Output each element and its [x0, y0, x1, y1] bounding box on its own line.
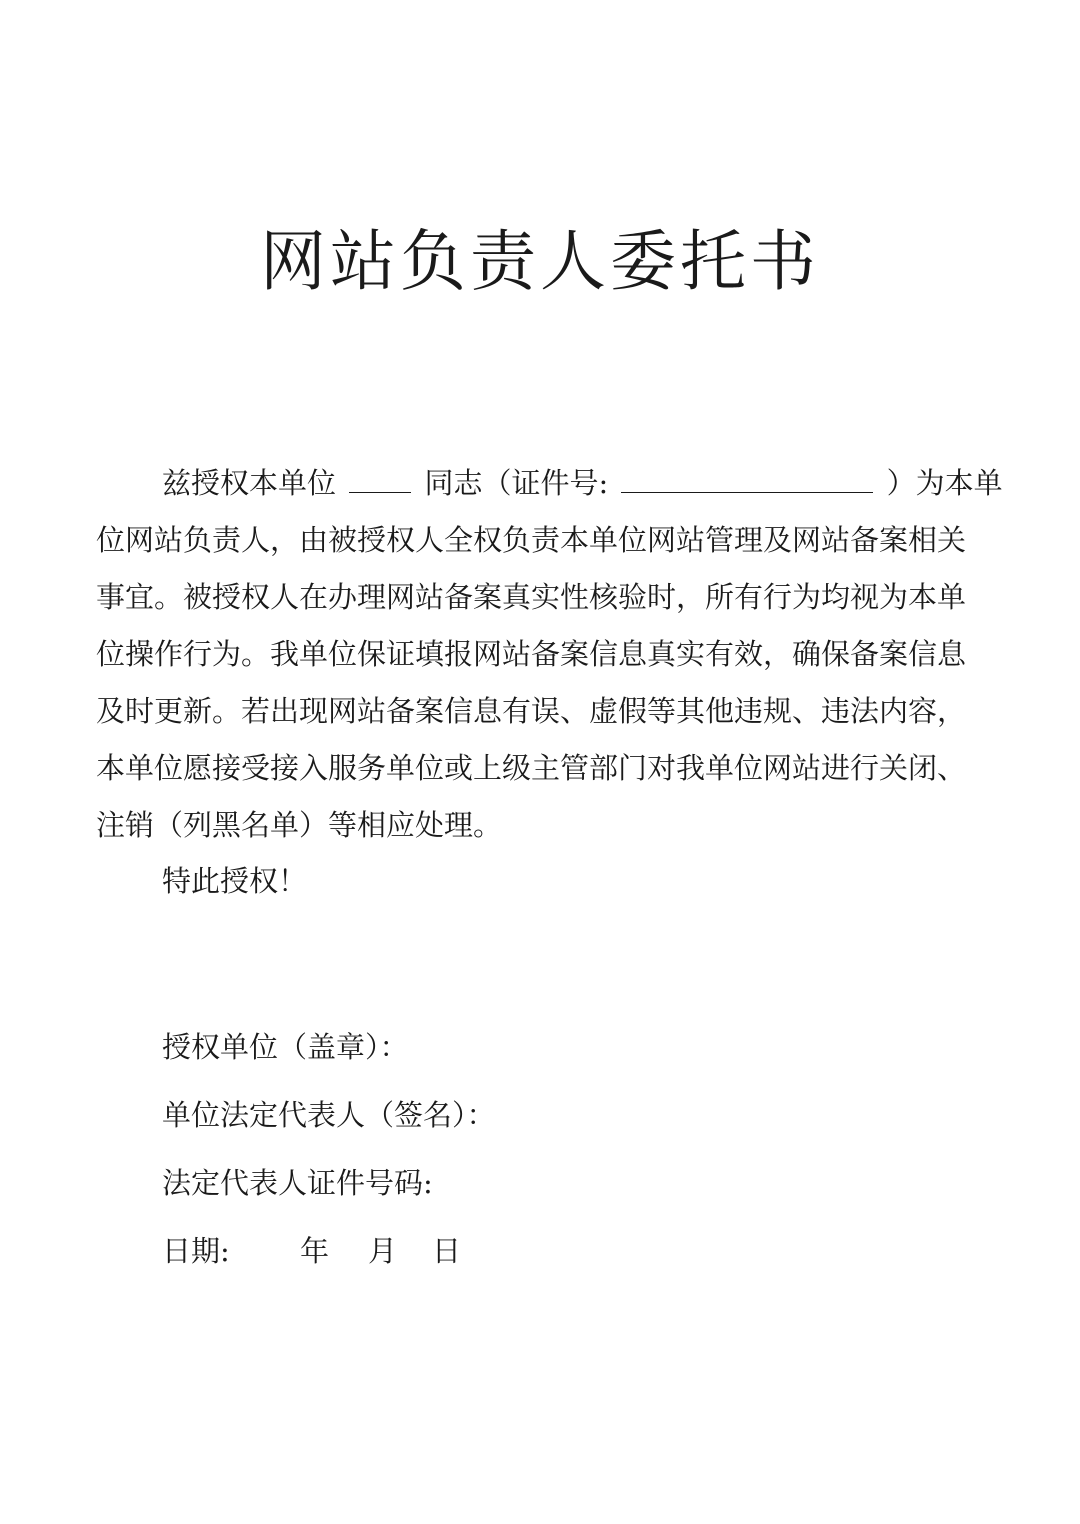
paragraph-line-5: 及时更新。若出现网站备案信息有误、虚假等其他违规、违法内容， — [96, 694, 967, 728]
paragraph-text-1c: ）为本单 — [886, 466, 1003, 500]
legal-representative-id-field: 法定代表人证件号码: — [162, 1166, 433, 1200]
paragraph-line-3: 事宜。被授权人在办理网站备案真实性核验时，所有行为均视为本单 — [96, 580, 967, 614]
paragraph-line-2: 位网站负责人，由被授权人全权负责本单位网站管理及网站备案相关 — [96, 523, 967, 557]
date-year: 年 — [300, 1234, 330, 1268]
paragraph-text-1b: 同志（证件号: — [424, 466, 609, 500]
authorization-paragraph — [96, 455, 1003, 854]
paragraph-text-1a: 兹授权本单位 — [162, 466, 337, 500]
date-month: 月 — [368, 1234, 398, 1268]
name-blank[interactable] — [349, 462, 411, 493]
paragraph-line-4: 位操作行为。我单位保证填报网站备案信息真实有效，确保备案信息 — [96, 637, 967, 671]
date-field — [162, 1226, 496, 1294]
date-day: 日 — [432, 1234, 462, 1268]
legal-representative-field: 单位法定代表人（签名）： — [162, 1098, 496, 1132]
date-label: 日期: — [162, 1234, 230, 1268]
authorizing-unit-field: 授权单位（盖章）： — [162, 1030, 409, 1064]
closing-statement: 特此授权！ — [162, 864, 308, 898]
paragraph-line-7: 注销（列黑名单）等相应处理。 — [96, 808, 503, 842]
signature-block — [162, 1022, 496, 1294]
paragraph-line-6: 本单位愿接受接入服务单位或上级主管部门对我单位网站进行关闭、 — [96, 751, 967, 785]
paragraph-line-1 — [96, 455, 1003, 512]
document-title: 网站负责人委托书 — [260, 223, 820, 300]
id-number-blank[interactable] — [621, 462, 873, 493]
